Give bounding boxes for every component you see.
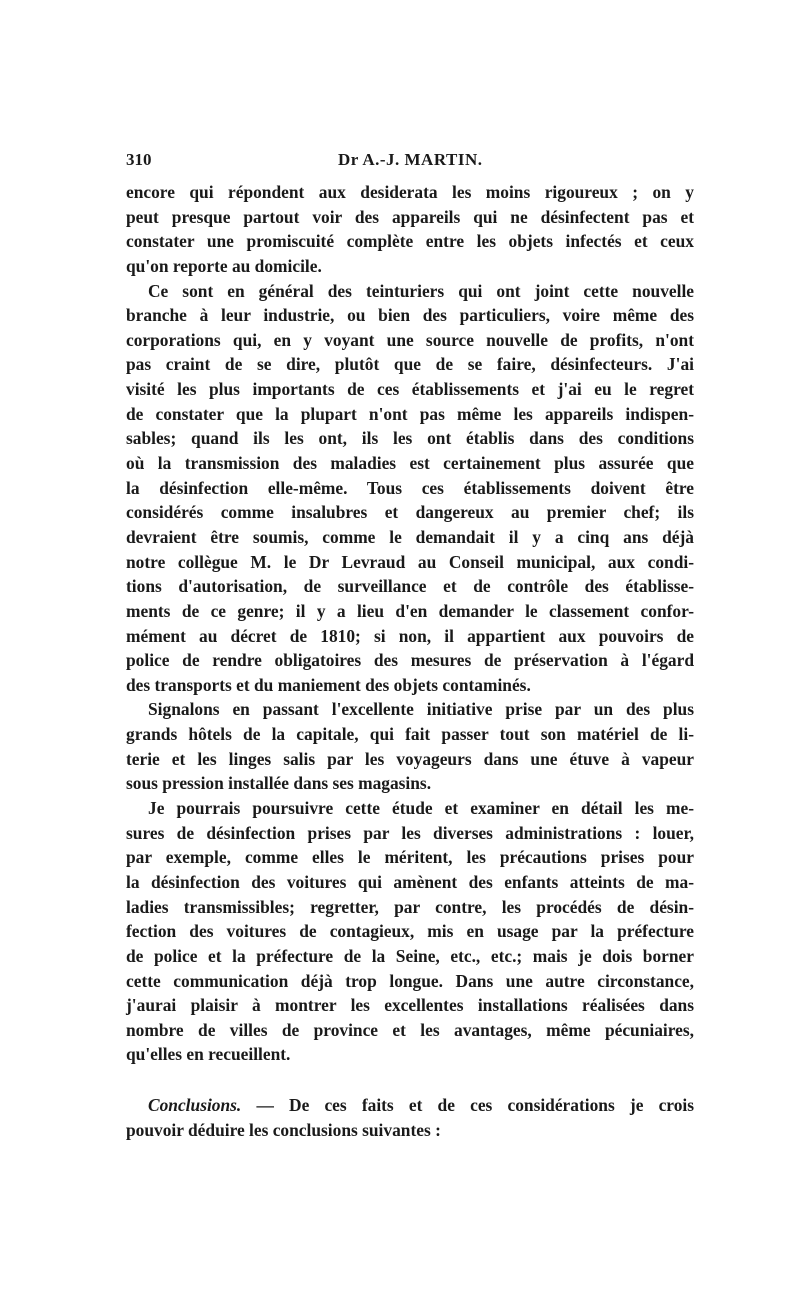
text-line: ments de ce genre; il y a lieu d'en demander le classement confor- (126, 600, 694, 621)
running-head (126, 150, 694, 180)
text-line: mément au décret de 1810; si non, il appartient aux pouvoirs de (126, 625, 694, 646)
text-line: la désinfection des voitures qui amènent des enfants atteints de ma- (126, 871, 694, 892)
text-line: Signalons en passant l'excellente initiative prise par un des plus (148, 699, 694, 720)
text-line: des transports et du maniement des objets contaminés. (126, 674, 531, 695)
text-line: sures de désinfection prises par les diverses administrations : louer, (126, 822, 694, 843)
text-line: tions d'autorisation, de surveillance et de contrôle des établisse- (126, 576, 694, 597)
text-line: Ce sont en général des teinturiers qui ont joint cette nouvelle (148, 280, 694, 301)
text-line: grands hôtels de la capitale, qui fait passer tout son matériel de li- (126, 724, 694, 745)
paragraph (126, 279, 694, 698)
text-line: cette communication déjà trop longue. Dans une autre circonstance, (126, 970, 694, 991)
text-line: de constater que la plupart n'ont pas même les appareils indispen- (126, 403, 694, 424)
paragraph (126, 796, 694, 1067)
text-line: qu'on reporte au domicile. (126, 255, 322, 276)
text-line: considérés comme insalubres et dangereux au premier chef; ils (126, 502, 694, 523)
header-title: Dr A.-J. MARTIN. (338, 150, 483, 169)
conclusions-text: — De ces faits et de ces considérations je crois (241, 1095, 694, 1116)
text-line: corporations qui, en y voyant une source nouvelle de profits, n'ont (126, 329, 694, 350)
text-line: terie et les linges salis par les voyageurs dans une étuve à vapeur (126, 748, 694, 769)
section-gap (126, 1067, 694, 1093)
text-line: fection des voitures de contagieux, mis en usage par la préfecture (126, 921, 694, 942)
text-line: branche à leur industrie, ou bien des particuliers, voire même des (126, 305, 694, 326)
text-line: visité les plus importants de ces établissements et j'ai eu le regret (126, 379, 694, 400)
text-line: constater une promiscuité complète entre les objets infectés et ceux (126, 231, 694, 252)
conclusions-paragraph (126, 1093, 694, 1142)
text-line: j'aurai plaisir à montrer les excellentes installations réalisées dans (126, 995, 694, 1016)
text-line: sables; quand ils les ont, ils les ont établis dans des conditions (126, 428, 694, 449)
text-line: encore qui répondent aux desiderata les moins rigoureux ; on y (126, 182, 694, 202)
text-line: sous pression installée dans ses magasins. (126, 773, 432, 794)
paragraph (126, 180, 694, 279)
text-line: devraient être soumis, comme le demandait il y a cinq ans déjà (126, 526, 694, 547)
text-line: qu'elles en recueillent. (126, 1044, 291, 1065)
paragraphs (126, 180, 694, 1067)
page-number: 310 (126, 150, 152, 169)
text-line: la désinfection elle-même. Tous ces établissements doivent être (126, 477, 694, 498)
paragraph (126, 697, 694, 796)
conclusions-line (126, 1093, 694, 1118)
text-line: Je pourrais poursuivre cette étude et examiner en détail les me- (148, 798, 694, 819)
text-line: police de rendre obligatoires des mesures de préservation à l'égard (126, 650, 694, 671)
text-line: par exemple, comme elles le méritent, les précautions prises pour (126, 847, 694, 868)
text-line: peut presque partout voir des appareils qui ne désinfectent pas et (126, 206, 694, 227)
conclusions-label: Conclusions. (148, 1095, 242, 1116)
text-line: de police et la préfecture de la Seine, etc., etc.; mais je dois borner (126, 945, 694, 966)
text-line: ladies transmissibles; regretter, par contre, les procédés de désin- (126, 896, 694, 917)
body-text (126, 180, 694, 1142)
conclusions-line: pouvoir déduire les conclusions suivantes : (126, 1119, 441, 1140)
text-line: nombre de villes de province et les avantages, même pécuniaires, (126, 1019, 694, 1040)
page (126, 150, 694, 1142)
text-line: notre collègue M. le Dr Levraud au Conseil municipal, aux condi- (126, 551, 694, 572)
text-line: où la transmission des maladies est certainement plus assurée que (126, 453, 694, 474)
text-line: pas craint de se dire, plutôt que de se faire, désinfecteurs. J'ai (126, 354, 694, 375)
